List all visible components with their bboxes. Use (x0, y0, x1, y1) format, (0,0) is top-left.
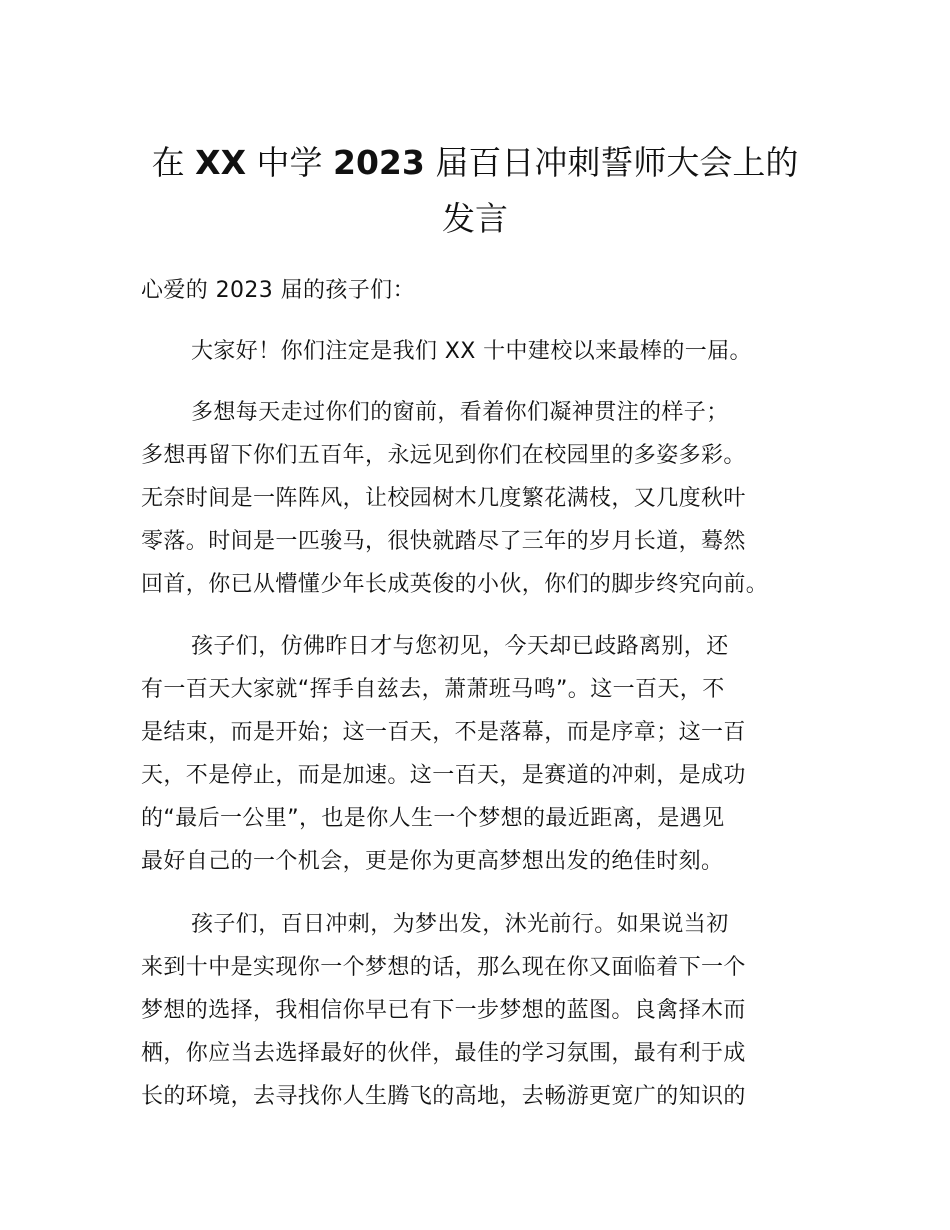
paragraph-3-line-6: 最好自己的一个机会，更是你为更高梦想出发的绝佳时刻。 (141, 849, 724, 874)
paragraph-2-line-3: 无奈时间是一阵阵风，让校园树木几度繁花满枝，又几度秋叶 (141, 486, 746, 511)
paragraph-3-line-4: 天，不是停止，而是加速。这一百天，是赛道的冲刺，是成功 (141, 763, 746, 788)
title-text-prefix: 在 (151, 143, 196, 182)
paragraph-3-line-1: 孩子们，仿佛昨日才与您初见，今天却已歧路离别，还 (191, 634, 729, 659)
document-title-line-2: 发言 (442, 199, 508, 238)
greeting: 心爱的 2023 届的孩子们： (141, 278, 415, 303)
paragraph-4-line-1: 孩子们，百日冲刺，为梦出发，沐光前行。如果说当初 (191, 912, 729, 937)
paragraph-3-line-3: 是结束，而是开始；这一百天，不是落幕，而是序章；这一百 (141, 720, 746, 745)
paragraph-3-line-2: 有一百天大家就“挥手自兹去，萧萧班马鸣”。这一百天，不 (141, 677, 725, 702)
title-school-placeholder: XX (195, 143, 247, 182)
paragraph-2-line-1: 多想每天走过你们的窗前，看着你们凝神贯注的样子； (191, 400, 729, 425)
document-title-line-1 (120, 136, 830, 190)
title-text-event: 届百日冲刺誓师大会上的 (424, 143, 799, 182)
paragraph-2-line-2: 多想再留下你们五百年，永远见到你们在校园里的多姿多彩。 (141, 443, 746, 468)
title-year: 2023 (333, 143, 425, 182)
title-text-school: 中学 (246, 143, 333, 182)
paragraph-4-line-2: 来到十中是实现你一个梦想的话，那么现在你又面临着下一个 (141, 955, 746, 980)
paragraph-4-line-4: 栖，你应当去选择最好的伙伴，最佳的学习氛围，最有利于成 (141, 1041, 746, 1066)
paragraph-2-line-5: 回首，你已从懵懂少年长成英俊的小伙，你们的脚步终究向前。 (141, 572, 769, 597)
paragraph-1-line-1: 大家好！你们注定是我们 XX 十中建校以来最棒的一届。 (191, 339, 752, 364)
paragraph-4-line-3: 梦想的选择，我相信你早已有下一步梦想的蓝图。良禽择木而 (141, 998, 746, 1023)
paragraph-4-line-5: 长的环境，去寻找你人生腾飞的高地，去畅游更宽广的知识的 (141, 1084, 746, 1109)
paragraph-2-line-4: 零落。时间是一匹骏马，很快就踏尽了三年的岁月长道，蓦然 (141, 529, 746, 554)
paragraph-3-line-5: 的“最后一公里”，也是你人生一个梦想的最近距离，是遇见 (141, 806, 725, 831)
